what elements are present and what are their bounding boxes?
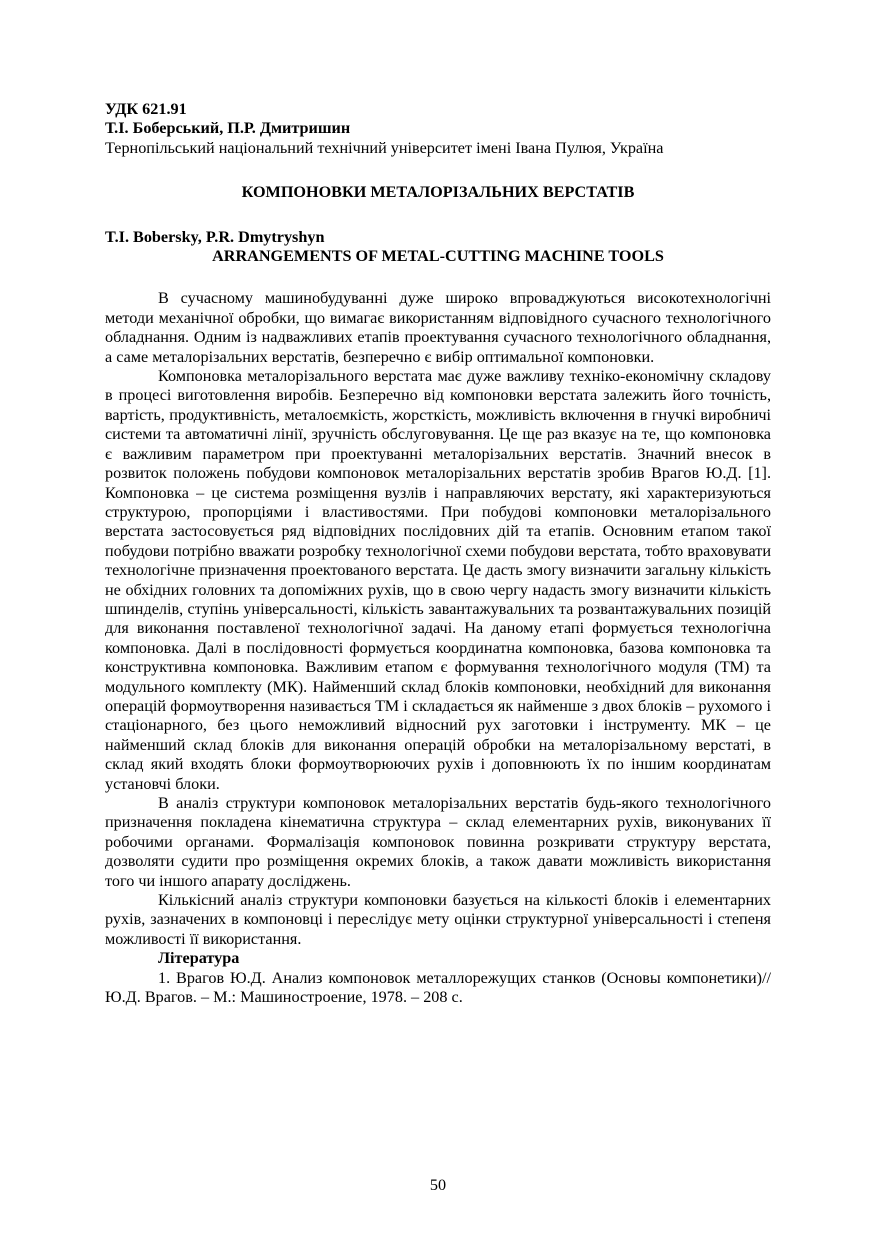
authors-en: T.I. Bobersky, P.R. Dmytryshyn bbox=[105, 227, 325, 246]
paragraph-arrangement: Компоновка металорізального верстата має дуже важливу техніко-економічну складову в процесі виготовлення виробів. Безперечно від компоновки верстата залежить його точність, вартість, продуктивність, металоємкість, жорсткість, можливість включення в гнучкі виробничі системи та автоматичні лінії, зручність обслуговування. Це ще раз вказує на те, що компоновка є важливим параметром при проектуванні металорізальних верстатів. Значний внесок в розвиток положень побудови компоновок металорізальних верстатів зробив Врагов Ю.Д. [1]. Компоновка – це система розміщення вузлів і направляючих верстату, які характеризуються структурою, пропорціями і властивостями. При побудові компоновки металорізального верстата застосовується ряд відповідних послідовних дій та етапів. Основним етапом такої побудови потрібно вважати розробку технологічної схеми побудови верстата, тобто враховувати технологічне призначення проектованого верстата. Це дасть змогу визначити загальну кількість не обхідних головних та допоміжних рухів, що в свою чергу надасть змогу визначити кількість шпинделів, ступінь універсальності, кількість завантажувальних та розвантажувальних позицій для виконання поставленої технологічної задачі. На даному етапі формується технологічна компоновка. Далі в послідовності формується координатна компоновка, базова компоновка та конструктивна компоновка. Важливим етапом є формування технологічного модуля (ТМ) та модульного комплекту (МК). Найменший склад блоків компоновки, необхідний для виконання операцій формоутворення називається ТМ і складається як найменше з двох блоків – рухомого і стаціонарного, без цього неможливий відносний рух заготовки і інструменту. МК – це найменший склад блоків для виконання операцій обробки на металорізальному верстаті, в склад який входять блоки формоутворюючих рухів і доповнюють їх по іншим координатам установчі блоки. bbox=[105, 367, 771, 793]
literature-heading: Література bbox=[158, 949, 240, 968]
paragraph-quantitative: Кількісний аналіз структури компоновки базується на кількості блоків і елементарних рухів, зазначених в компоновці і переслідує мету оцінки структурної універсальності і степеня можливості її використання. bbox=[105, 891, 771, 948]
article-header bbox=[105, 100, 771, 158]
reference-item: 1. Врагов Ю.Д. Анализ компоновок металлорежущих станков (Основы компонетики)//Ю.Д. Врагов. – М.: Машиностроение, 1978. – 208 с. bbox=[105, 968, 771, 1007]
udc-code: УДК 621.91 bbox=[105, 100, 187, 118]
authors-ua: Т.І. Боберський, П.Р. Дмитришин bbox=[105, 119, 351, 138]
paragraph-analysis: В аналіз структури компоновок металорізальних верстатів будь-якого технологічного призначення покладена кінематична структура – склад елементарних рухів, виконуваних її робочими органами. Формалізація компоновок повинна розкривати структуру верстата, дозволяти судити про розміщення окремих блоків, а також давати можливість використання того чи іншого апарату досліджень. bbox=[105, 794, 771, 890]
page-number: 50 bbox=[429, 1176, 447, 1194]
affiliation: Тернопільський національний технічний університет імені Івана Пулюя, Україна bbox=[105, 138, 664, 157]
article-content bbox=[105, 100, 771, 1007]
title-en: ARRANGEMENTS OF METAL-CUTTING MACHINE TOOLS bbox=[212, 247, 664, 266]
paragraph-intro: В сучасному машинобудуванні дуже широко впроваджуються високотехнологічні методи механічної обробки, що вимагає використанням відповідного сучасного технологічного обладнання. Одним із надважливих етапів проектування сучасного технологічного обладнання, а саме металорізальних верстатів, безперечно є вибір оптимальної компоновки. bbox=[105, 289, 771, 366]
title-ua: КОМПОНОВКИ МЕТАЛОРІЗАЛЬНИХ ВЕРСТАТІВ bbox=[241, 183, 635, 202]
article-body bbox=[105, 289, 771, 1007]
